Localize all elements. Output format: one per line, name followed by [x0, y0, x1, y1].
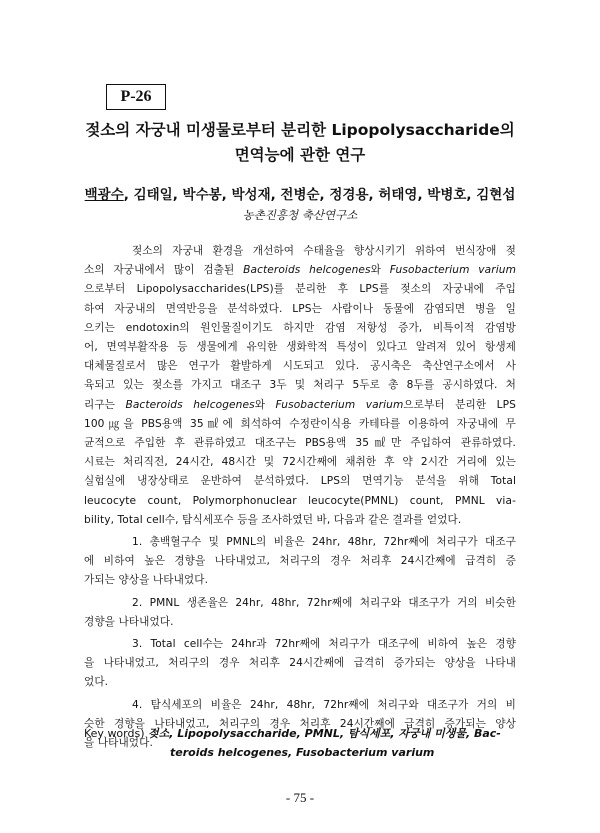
species-name: Fusobacterium varium — [275, 398, 404, 411]
keywords-line-1 — [84, 724, 524, 743]
abstract-line: 젖소의 자궁내 환경을 개선하여 수태율을 향상시키기 위하여 번식장애 젖 — [132, 245, 516, 257]
abstract-line: 소의 자궁내에서 많이 검출된 Bacteroids helcogenes와 Fusobacterium varium — [84, 264, 516, 277]
abstract-line: 실험실에 냉장상태로 운반하여 분석하였다. LPS의 면역기능 분석을 위해 Total — [84, 475, 516, 488]
result-line: 경향을 나타내었다. — [84, 615, 174, 628]
abstract-code-box: P-26 — [106, 84, 166, 110]
result-line: 을 나타내었다. — [84, 737, 153, 750]
abstract-line: 으키는 endotoxin의 원인물질이기도 하지만 감염 저항성 증가, 비특이적 감염방 — [84, 321, 516, 334]
result-line: 슷한 경향을 나타내었고, 처리구의 경우 처리후 24시간째에 급격히 증가되는 양상 — [84, 717, 516, 730]
species-name: Fusobacterium varium — [389, 264, 516, 277]
abstract-line: 육되고 있는 젖소를 가지고 대조구 3두 및 처리구 5두로 총 8두를 공시하였다. 처 — [84, 379, 516, 392]
abstract-line: 시료는 처리직전, 24시간, 48시간 및 72시간째에 채취한 후 약 2시간 거리에 있는 — [84, 456, 516, 469]
result-line: 을 나타내었고, 처리구의 경우 처리후 24시간째에 급격히 증가되는 양상을 나타내 — [84, 657, 516, 670]
species-name: Bacteroids helcogenes — [243, 264, 371, 277]
presenting-author: 백광수 — [84, 187, 124, 203]
title-line-1: 젖소의 자궁내 미생물로부터 분리한 Lipopolysaccharide의 — [85, 121, 515, 139]
co-authors: , 김태일, 박수봉, 박성재, 전병순, 정경용, 허태영, 박병호, 김현섭 — [123, 187, 516, 203]
paper-title — [60, 118, 540, 168]
result-line: 3. Total cell수는 24hr과 72hr째에 처리구가 대조구에 비하여 높은 경향 — [132, 638, 516, 651]
abstract-line: 으로부터 Lipopolysaccharides(LPS)를 분리한 후 LPS를 젖소의 자궁내에 주입 — [84, 283, 516, 296]
species-name: Bacteroids helcogenes — [125, 398, 255, 411]
abstract-body — [84, 242, 516, 753]
affiliation: 농촌진흥청 축산연구소 — [242, 208, 358, 222]
abstract-intro-paragraph — [84, 242, 516, 530]
result-line: 2. PMNL 생존율은 24hr, 48hr, 72hr째에 처리구와 대조구가 거의 비슷한 — [132, 596, 516, 609]
abstract-line: 균적으로 주입한 후 관류하였고 대조구는 PBS용액 35㎖만 주입하여 관류하였다. — [84, 437, 516, 450]
abstract-line: 리구는 Bacteroids helcogenes와 Fusobacterium varium으로부터 분리한 LPS — [84, 398, 516, 411]
result-line: 었다. — [84, 676, 109, 689]
results-list — [84, 530, 516, 753]
abstract-line: 어, 면역부활작용 등 생물에게 유익한 생화학적 특성이 있다고 알려져 있어 항생제 — [84, 341, 516, 354]
author-list — [60, 185, 540, 205]
result-line: 4. 탐식세포의 비율은 24hr, 48hr, 72hr째에 처리구와 대조구가 거의 비 — [132, 698, 516, 711]
keywords-list-1: 젖소, Lipopolysaccharide, PMNL, 탐식세포, 자궁내 미생물, Bac- — [148, 727, 501, 740]
keywords-label: Key words) — [84, 727, 148, 740]
title-line-2: 면역능에 관한 연구 — [234, 146, 366, 164]
result-line: 에 비하여 높은 경향을 나타내었고, 처리구의 경우 처리후 24시간째에 급격히 증 — [84, 555, 516, 568]
keywords-list-2: teroids helcogenes, Fusobacterium varium — [170, 746, 435, 759]
abstract-line: leucocyte count, Polymorphonuclear leucocyte(PMNL) count, PMNL via- — [84, 494, 516, 507]
abstract-line: 대체물질로서 많은 연구가 활발하게 시도되고 있다. 공시축은 축산연구소에서 사 — [84, 360, 516, 373]
result-line: 가되는 양상을 나타내었다. — [84, 574, 209, 587]
abstract-line: 100㎍을 PBS용액 35㎖에 희석하여 수정란이식용 카테타를 이용하여 자궁내에 무 — [84, 417, 516, 430]
result-line: 1. 총백혈구수 및 PMNL의 비율은 24hr, 48hr, 72hr째에 처리구가 대조구 — [132, 536, 516, 549]
page-number: - 75 - — [285, 790, 315, 805]
keywords — [84, 724, 524, 762]
abstract-line: bility, Total cell수, 탐식세포수 등을 조사하였던 바, 다음과 같은 결과를 얻었다. — [84, 513, 462, 526]
abstract-line: 하여 자궁내의 면역반응을 분석하였다. LPS는 사람이나 동물에 감염되면 병을 일 — [84, 302, 516, 315]
